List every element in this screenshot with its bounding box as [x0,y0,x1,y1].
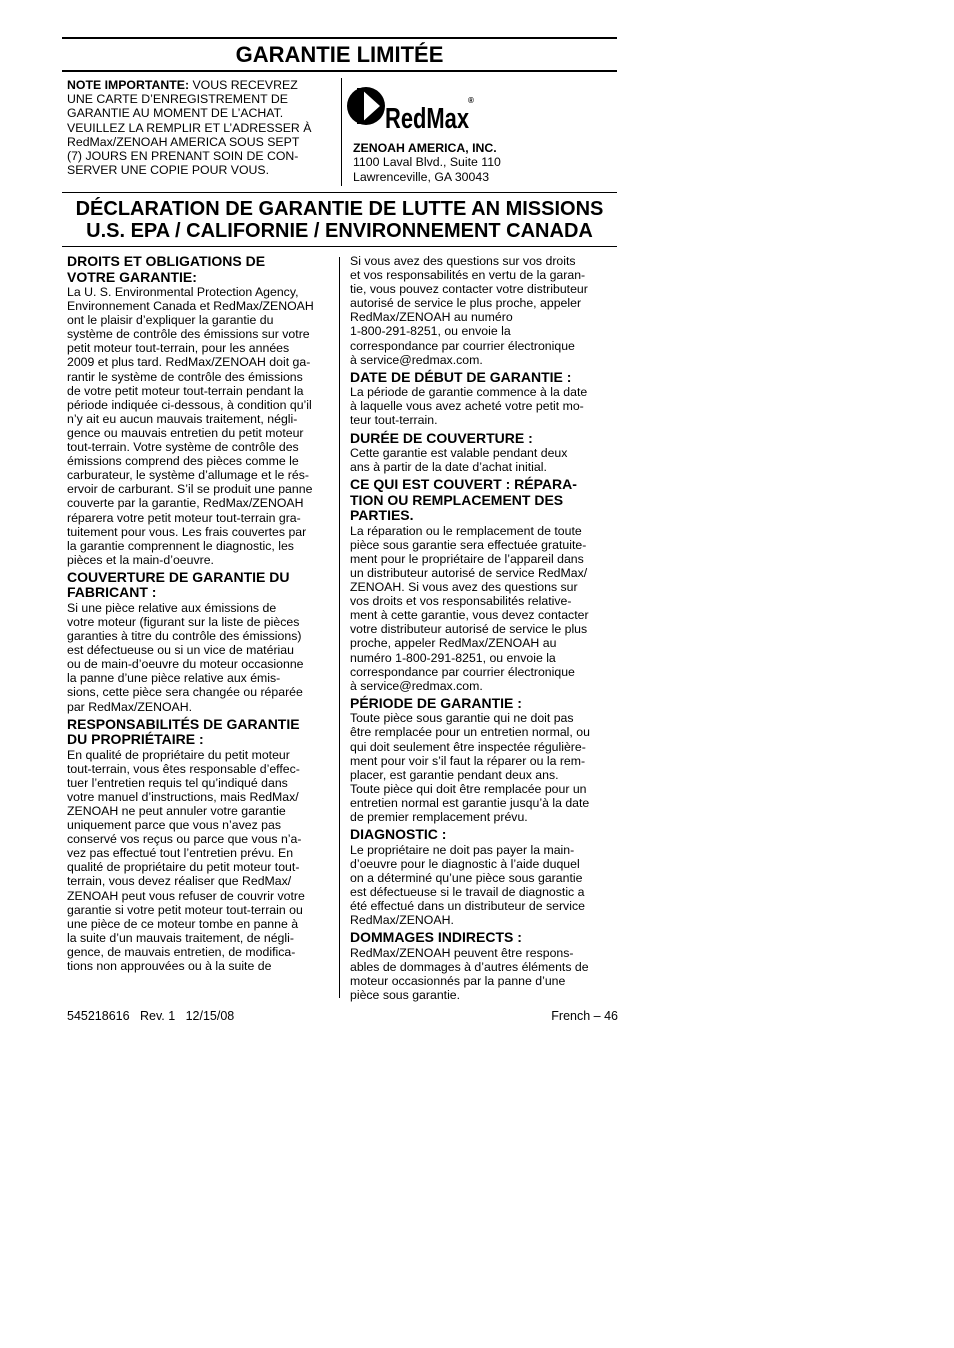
body-line: correspondance par courrier électronique [350,338,575,353]
column-divider [339,257,340,998]
body-line: Environnement Canada et RedMax/ZENOAH [67,299,314,314]
document-reference: 545218616 Rev. 1 12/15/08 [67,1009,235,1023]
body-line: ou de main-d’oeuvre du moteur occasionne [67,657,304,672]
section-heading: DOMMAGES INDIRECTS : [350,929,522,946]
page-title: GARANTIE LIMITÉE [235,42,444,67]
body-line: émissions comprend des pièces comme le [67,454,299,469]
body-line: ZENOAH ne peut annuler votre garantie [67,804,286,818]
warranty-section [350,696,618,824]
title-underline [62,70,617,72]
body-line: été effectué dans un distributeur de service [350,898,585,913]
body-line: ZENOAH peut vous refuser de couvrir votre [67,888,305,903]
declaration-underline [62,246,617,247]
company-address-line2: Lawrenceville, GA 30043 [353,169,490,184]
body-line: terrain, vous devez réaliser que RedMax/ [67,874,292,889]
body-line: uniquement parce que vous n’avez pas [67,818,281,833]
body-line: est défectueuse ou si un vice de matériau [67,643,294,658]
page-number: French – 46 [551,1009,618,1023]
warranty-section [67,570,335,714]
body-line: système de contrôle des émissions sur votre [67,327,310,342]
notice-line-0: NOTE IMPORTANTE: VOUS RECEVREZ [67,78,298,92]
body-line: carburateur, le système d’allumage et le rés- [67,468,309,483]
notice-label: NOTE IMPORTANTE: [67,78,190,92]
company-address-line1: 1100 Laval Blvd., Suite 110 [353,155,501,170]
section-heading: VOTRE GARANTIE: [67,268,197,285]
body-line: teur tout-terrain. [350,413,438,428]
body-line: garantie si votre petit moteur tout-terrain ou [67,902,303,917]
body-line: par RedMax/ZENOAH. [67,699,193,714]
notice-divider [341,78,342,186]
body-line: vez pas effectué tout l’entretien prévu. En [67,846,294,861]
warranty-section [350,477,618,693]
section-heading: DURÉE DE COUVERTURE : [350,429,533,446]
declaration-title-line1: DÉCLARATION DE GARANTIE DE LUTTE AN MISSIONS [75,198,604,220]
section-heading: RESPONSABILITÉS DE GARANTIE [67,715,300,732]
body-line: tout-terrain. Votre système de contrôle des [67,440,299,455]
warranty-section [350,370,618,428]
body-line: Toute pièce sous garantie qui ne doit pas [350,711,574,726]
notice-line-5: (7) JOURS EN PRENANT SOIN DE CON- [67,149,299,164]
body-line: correspondance par courrier électronique [350,664,575,679]
body-line: 2009 et plus tard. RedMax/ZENOAH doit ga- [67,355,311,370]
logo-wordmark: RedMax [385,103,469,135]
body-line: vos droits et vos responsabilités relative- [350,594,572,609]
section-heading: TION OU REMPLACEMENT DES [350,491,564,508]
redmax-logo [347,82,479,134]
warranty-section [350,930,618,1002]
body-line: une pièce de ce moteur tombe en panne à [67,916,299,931]
body-line: petit moteur tout-terrain, pour les années [67,341,290,356]
body-line: la suite d’un mauvais traitement, de négli- [67,930,294,945]
body-line: qui doit seulement être inspectée régulière- [350,739,586,754]
body-line: à service@redmax.com. [350,678,483,693]
body-line: ment pour voir s’il faut la réparer ou la rem- [350,753,586,768]
body-line: Si une pièce relative aux émissions de [67,600,277,615]
section-heading: FABRICANT : [67,584,157,601]
company-name: ZENOAH AMERICA, INC. [353,141,497,155]
body-line: gence ou mauvais entretien du petit moteur [67,425,304,440]
body-line: autorisé de service le plus proche, appeler [350,296,582,311]
section-heading: DU PROPRIÉTAIRE : [67,731,204,748]
header-bottom-rule [62,192,617,193]
body-line: ment à cette garantie, vous devez contacter [350,608,589,623]
body-line: tie, vous pouvez contacter votre distributeur [350,282,588,297]
notice-line-6: SERVER UNE COPIE POUR VOUS. [67,163,270,178]
section-heading: DIAGNOSTIC : [350,826,447,843]
body-line: entretien normal est garantie jusqu’à la date [350,795,590,810]
body-line: ont le plaisir d’expliquer la garantie du [67,313,274,328]
body-line: gence, de mauvais entretien, de modifica- [67,944,296,959]
body-line: être remplacée pour un entretien normal, ou [350,725,590,740]
body-line: tions non approuvées ou à la suite de [67,959,272,974]
body-line: RedMax/ZENOAH peuvent être respons- [350,945,574,960]
body-line: pièce sous garantie sera effectuée gratuite- [350,537,587,552]
body-line: RedMax/ZENOAH au numéro [350,310,513,325]
warranty-section [67,254,335,567]
body-line: ervoir de carburant. S’il se produit une panne [67,482,313,497]
body-line: et vos responsabilités en vertu de la garan- [350,268,586,283]
left-column [67,254,335,973]
top-rule [62,37,617,39]
section-heading: DATE DE DÉBUT DE GARANTIE : [350,368,572,385]
section-heading: PÉRIODE DE GARANTIE : [350,694,522,711]
body-line: d’oeuvre pour le diagnostic à l’aide duquel [350,856,580,871]
body-line: proche, appeler RedMax/ZENOAH au [350,636,557,651]
body-line: conservé vos reçus ou parce que vous n’a- [67,832,302,847]
section-heading: PARTIES. [350,507,414,524]
body-line: à service@redmax.com. [350,352,483,367]
body-line: Cette garantie est valable pendant deux [350,446,568,461]
registration-notice [67,78,337,177]
body-line: la garantie comprennent le diagnostic, les [67,538,294,553]
body-line: ables de dommages à d’autres éléments de [350,959,589,974]
body-line: réparera votre petit moteur tout-terrain gra- [67,510,301,525]
body-line: numéro 1-800-291-8251, ou envoie la [350,650,556,665]
section-heading: CE QUI EST COUVERT : RÉPARA- [350,476,577,493]
body-line: tout-terrain, vous êtes responsable d’effec- [67,761,300,776]
body-line: Si vous avez des questions sur vos droits [350,254,576,268]
body-line: La réparation ou le remplacement de toute [350,523,582,538]
registered-mark: ® [468,96,474,105]
body-line: En qualité de propriétaire du petit moteur [67,747,290,762]
body-line: La U. S. Environmental Protection Agency, [67,285,299,299]
body-line: pièce sous garantie. [350,987,461,1002]
body-line: à laquelle vous avez acheté votre petit mo- [350,399,584,414]
body-line: de premier remplacement prévu. [350,810,528,824]
body-line: votre moteur (figurant sur la liste de pièces [67,614,300,629]
body-line: ZENOAH. Si vous avez des questions sur [350,580,578,595]
body-line: n’y ait eu aucun mauvais traitement, négli- [67,411,298,426]
warranty-section [350,254,618,367]
body-line: on a déterminé qu’une pièce sous garantie [350,870,583,885]
declaration-title-line2: U.S. EPA / CALIFORNIE / ENVIRONNEMENT CANADA [86,220,593,242]
warranty-section [350,431,618,475]
body-line: ment pour le propriétaire de l’appareil dans [350,551,584,566]
body-line: période indiquée ci-dessous, à condition qu’il [67,397,312,412]
body-line: un distributeur autorisé de service RedMax/ [350,566,588,580]
section-heading: DROITS ET OBLIGATIONS DE [67,253,266,269]
notice-line-3: VEUILLEZ LA REMPLIR ET L’ADRESSER À [67,120,312,135]
body-line: moteur occasionnés par la panne d’une [350,973,566,988]
body-line: Toute pièce qui doit être remplacée pour un [350,781,587,796]
body-line: garanties à titre du contrôle des émissions) [67,629,302,644]
body-line: La période de garantie commence à la date [350,385,588,400]
body-line: est défectueuse si le travail de diagnostic a [350,884,585,899]
body-line: de votre petit moteur tout-terrain pendant la [67,383,304,398]
body-line: la panne d’une pièce relative aux émis- [67,671,281,686]
body-line: ans à partir de la date d’achat initial. [350,460,547,475]
body-line: pièces et la main-d’oeuvre. [67,552,214,567]
body-line: sions, cette pièce sera changée ou réparée [67,685,303,700]
body-line: votre distributeur autorisé de service le plus [350,622,588,637]
body-line: votre manuel d’instructions, mais RedMax/ [67,789,299,804]
body-line: 1-800-291-8251, ou envoie la [350,324,511,339]
body-line: tuer l’entretien requis tel qu’indiqué dans [67,775,288,790]
notice-line-2: GARANTIE AU MOMENT DE L’ACHAT. [67,106,284,121]
body-line: placer, est garantie pendant deux ans. [350,767,559,782]
company-address [353,141,501,184]
body-line: tuitement pour vous. Les frais couvertes par [67,524,307,539]
body-line: qualité de propriétaire du petit moteur tout- [67,860,300,875]
notice-line-1: UNE CARTE D’ENREGISTREMENT DE [67,92,288,107]
body-line: rantir le système de contrôle des émissions [67,369,303,384]
body-line: RedMax/ZENOAH. [350,913,454,928]
body-line: Le propriétaire ne doit pas payer la main- [350,842,575,857]
warranty-section [67,717,335,974]
notice-line-4: RedMax/ZENOAH AMERICA SOUS SEPT [67,134,300,149]
section-heading: COUVERTURE DE GARANTIE DU [67,568,290,585]
right-column [350,254,618,1002]
body-line: couverte par la garantie, RedMax/ZENOAH [67,496,304,511]
redmax-logo-mark [347,82,479,134]
warranty-section [350,827,618,927]
